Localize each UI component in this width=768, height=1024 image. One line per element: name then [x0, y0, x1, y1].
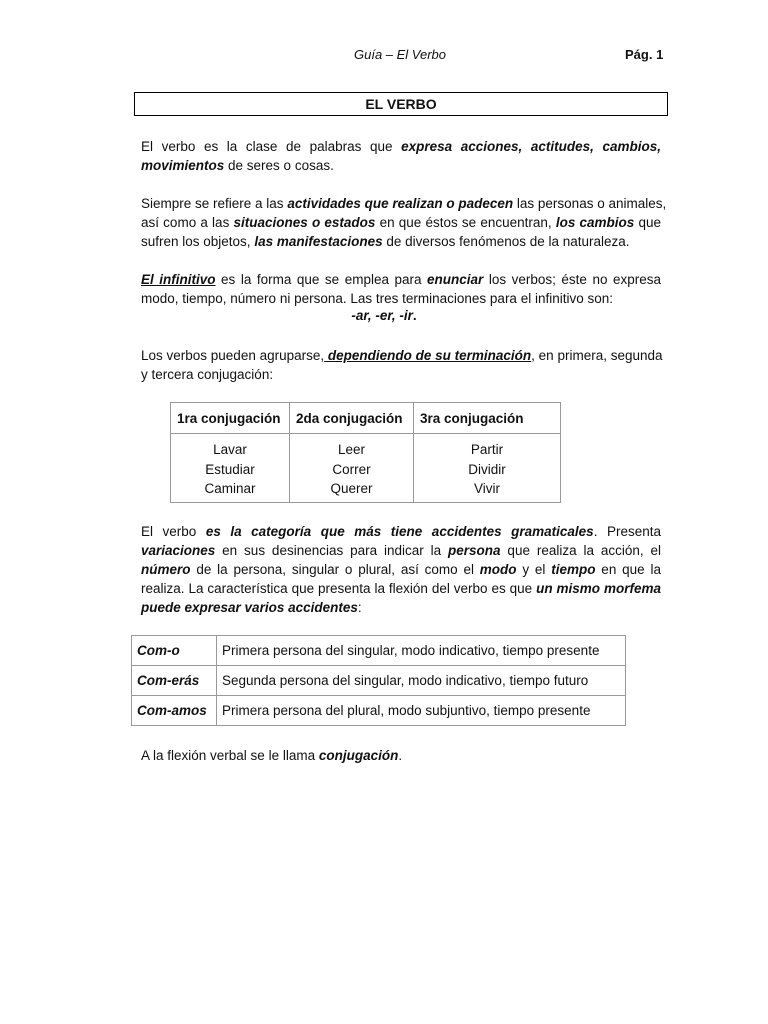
flexion-form: Com-erás — [132, 666, 217, 696]
paragraph-accidents: El verbo es la categoría que más tiene accidentes gramaticales. Presenta variaciones en sus desinencias para indicar la persona que realiza la acción, el número de la persona, singular o plural, así como el modo y el tiempo en que la realiza. La característica que presenta la flexión del verbo es que un mismo morfema puede expresar varios accidentes: — [141, 524, 662, 615]
table-header-row — [171, 403, 561, 434]
document-title: EL VERBO — [134, 92, 668, 116]
paragraph-definition: El verbo es la clase de palabras que expresa acciones, actitudes, cambios, movimientos de seres o cosas. — [141, 139, 661, 173]
paragraph-infinitive: El infinitivo es la forma que se emplea para enunciar los verbos; éste no expresa modo, tiempo, número ni persona. Las tres terminaciones para el infinitivo son: — [141, 272, 662, 306]
flexion-form: Com-amos — [132, 696, 217, 726]
table-row — [132, 666, 626, 696]
header-third-conjugation: 3ra conjugación — [414, 403, 561, 434]
paragraph-activities: Siempre se refiere a las actividades que realizan o padecen las personas o animales, así como a las situaciones o estados en que éstos se encuentran, los cambios que sufren los objetos, las manifestaciones de diversos fenómenos de la naturaleza. — [141, 196, 667, 249]
table-row — [171, 434, 561, 503]
header-second-conjugation: 2da conjugación — [290, 403, 414, 434]
paragraph-conclusion: A la flexión verbal se le llama conjugación. — [141, 748, 403, 763]
header-title: Guía – El Verbo — [353, 47, 446, 62]
paragraph-groups: Los verbos pueden agruparse, dependiendo de su terminación, en primera, segunda y tercera conjugación: — [141, 348, 663, 382]
flexion-table — [131, 635, 626, 726]
third-conjugation-verbs: Partir Dividir Vivir — [414, 434, 561, 503]
conjugation-table — [170, 402, 561, 503]
flexion-description: Primera persona del singular, modo indicativo, tiempo presente — [217, 636, 626, 666]
table-row — [132, 696, 626, 726]
infinitive-endings: -ar, -er, -ir. — [351, 308, 417, 323]
second-conjugation-verbs: Leer Correr Querer — [290, 434, 414, 503]
header-first-conjugation: 1ra conjugación — [171, 403, 290, 434]
flexion-description: Segunda persona del singular, modo indicativo, tiempo futuro — [217, 666, 626, 696]
table-row — [132, 636, 626, 666]
flexion-form: Com-o — [132, 636, 217, 666]
first-conjugation-verbs: Lavar Estudiar Caminar — [171, 434, 290, 503]
header-page-number: Pág. 1 — [625, 47, 664, 62]
flexion-description: Primera persona del plural, modo subjuntivo, tiempo presente — [217, 696, 626, 726]
